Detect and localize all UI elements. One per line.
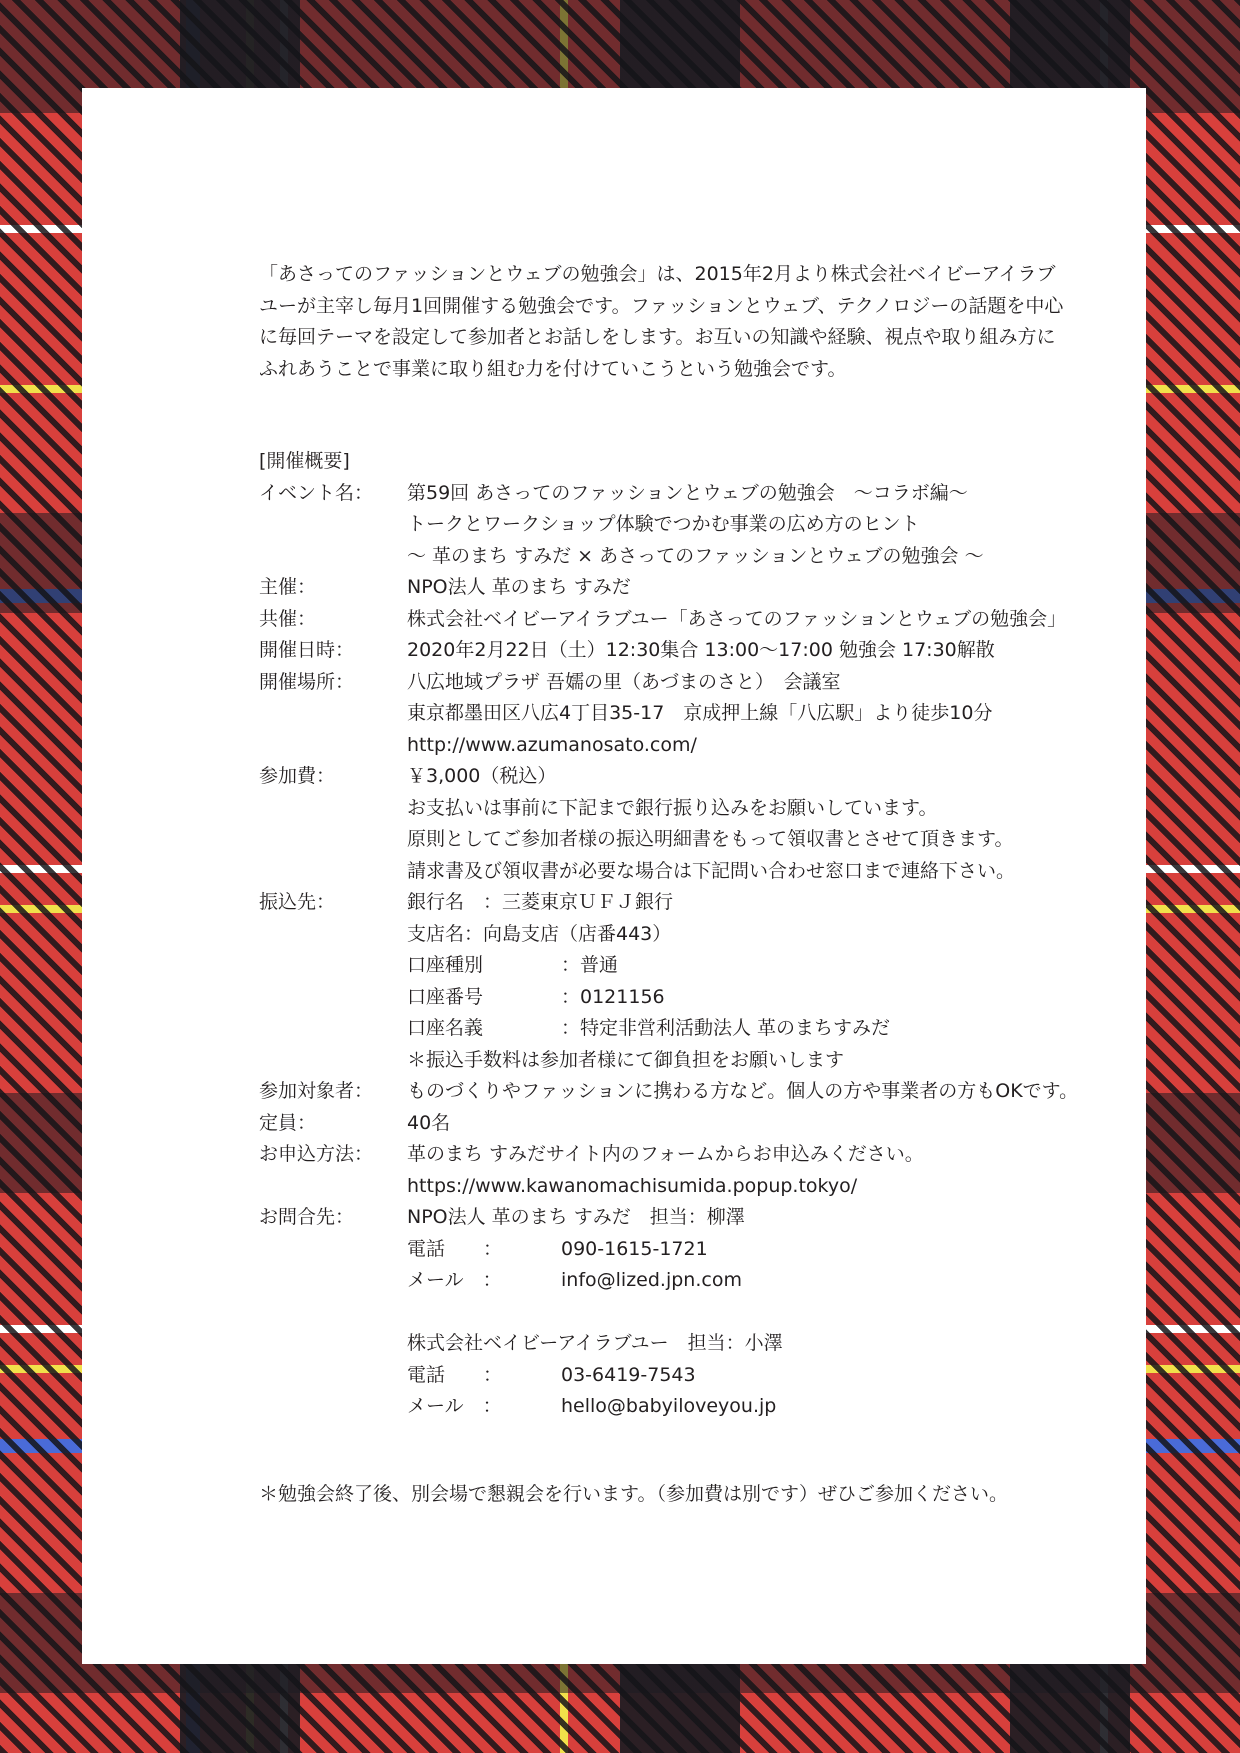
- row-capacity: [259, 1108, 1159, 1140]
- mail-key: メール ：: [407, 1269, 502, 1291]
- intro-line: 「あさってのファッションとウェブの勉強会」は、2015年2月より株式会社ベイビーアイラブ: [259, 263, 1056, 285]
- account-number: [407, 982, 1159, 1014]
- row-datetime: [259, 635, 1159, 667]
- contact-2-phone: [407, 1360, 1159, 1392]
- account-number-value: ：0121156: [561, 985, 665, 1008]
- venue-name: 八広地域プラザ 吾嬬の里（あづまのさと） 会議室: [407, 670, 841, 693]
- apply-url-link[interactable]: https://www.kawanomachisumida.popup.tokyo/: [407, 1174, 858, 1197]
- email-link[interactable]: info@lized.jpn.com: [561, 1269, 742, 1291]
- row-label: 定員：: [259, 1111, 317, 1134]
- contact-1-phone: [407, 1234, 1159, 1266]
- row-label: 開催日時：: [259, 639, 355, 661]
- spacer: [407, 1297, 1159, 1329]
- row-value: [407, 667, 1159, 762]
- row-organizer: [259, 572, 1159, 604]
- row-label: 主催：: [259, 576, 317, 598]
- intro-line: に毎回テーマを設定して参加者とお話しをします。お互いの知識や経験、視点や取り組み方に: [259, 326, 1056, 348]
- row-label: 参加対象者：: [259, 1080, 374, 1102]
- row-value: [407, 635, 1159, 667]
- account-name-value: ：特定非営利活動法人 革のまちすみだ: [561, 1017, 891, 1039]
- mail-key: メール ：: [407, 1395, 502, 1417]
- audience-value: ものづくりやファッションに携わる方など。個人の方や事業者の方もOKです。: [407, 1080, 1079, 1102]
- account-name-key: 口座名義: [407, 1017, 484, 1039]
- phone-number: 090-1615-1721: [561, 1237, 708, 1260]
- row-apply: [259, 1139, 1159, 1202]
- row-value: [407, 761, 1159, 887]
- row-value: [407, 604, 1159, 636]
- row-fee: [259, 761, 1159, 887]
- account-type: [407, 950, 1159, 982]
- fee-amount: ￥3,000（税込）: [407, 765, 557, 787]
- row-value: [407, 1108, 1159, 1140]
- fee-note: お支払いは事前に下記まで銀行振り込みをお願いしています。: [407, 796, 938, 819]
- contact-2-mail: [407, 1391, 1159, 1423]
- event-title: 第59回 あさってのファッションとウェブの勉強会 ～コラボ編～: [407, 481, 968, 504]
- event-collab: 〜 革のまち すみだ × あさってのファッションとウェブの勉強会 〜: [407, 544, 984, 567]
- venue-url-link[interactable]: http://www.azumanosato.com/: [407, 733, 697, 756]
- footnote: ＊勉強会終了後、別会場で懇親会を行います。（参加費は別です）ぜひご参加ください。: [259, 1483, 1008, 1505]
- account-type-value: ：普通: [561, 954, 619, 976]
- account-type-key: 口座種別: [407, 954, 484, 976]
- overview-list: [259, 478, 1159, 1423]
- organizer-value: NPO法人 革のまち すみだ: [407, 576, 631, 598]
- flyer-paper: [82, 88, 1146, 1664]
- apply-instructions: 革のまち すみだサイト内のフォームからお申込みください。: [407, 1143, 924, 1165]
- account-name: [407, 1013, 1159, 1045]
- row-value: [407, 887, 1159, 1076]
- datetime-value: 2020年2月22日（土）12:30集合 13:00〜17:00 勉強会 17:30解散: [407, 639, 995, 661]
- bank-name: 銀行名 ：三菱東京ＵＦＪ銀行: [407, 891, 674, 913]
- intro-paragraph: [259, 259, 1149, 385]
- fee-note: 原則としてご参加者様の振込明細書をもって領収書とさせて頂きます。: [407, 828, 1014, 850]
- row-label: 開催場所：: [259, 670, 355, 693]
- row-label: 振込先：: [259, 891, 336, 913]
- row-label: お申込方法：: [259, 1143, 374, 1165]
- intro-line: ユーが主宰し毎月1回開催する勉強会です。ファッションとウェブ、テクノロジーの話題を中心: [259, 294, 1064, 317]
- section-label: [開催概要]: [259, 450, 350, 472]
- transfer-fee-note: ＊振込手数料は参加者様にて御負担をお願いします: [407, 1048, 845, 1071]
- email-link[interactable]: hello@babyiloveyou.jp: [561, 1395, 777, 1417]
- row-event-name: [259, 478, 1159, 573]
- fee-note: 請求書及び領収書が必要な場合は下記問い合わせ窓口まで連絡下さい。: [407, 859, 1016, 882]
- capacity-value: 40名: [407, 1111, 451, 1134]
- contact-org-1: NPO法人 革のまち すみだ 担当：柳澤: [407, 1206, 745, 1228]
- row-contact: [259, 1202, 1159, 1423]
- contact-1-mail: [407, 1265, 1159, 1297]
- row-co-organizer: [259, 604, 1159, 636]
- row-value: [407, 1139, 1159, 1202]
- row-value: [407, 1076, 1159, 1108]
- row-label: 参加費：: [259, 765, 336, 787]
- venue-address: 東京都墨田区八広4丁目35-17 京成押上線「八広駅」より徒歩10分: [407, 702, 993, 724]
- branch-name: 支店名：向島支店（店番443）: [407, 922, 672, 945]
- contact-org-2: 株式会社ベイビーアイラブユー 担当：小澤: [407, 1332, 783, 1354]
- phone-number: 03-6419-7543: [561, 1363, 696, 1386]
- co-organizer-value: 株式会社ベイビーアイラブユー「あさってのファッションとウェブの勉強会」: [407, 607, 1067, 630]
- intro-line: ふれあうことで事業に取り組む力を付けていこうという勉強会です。: [259, 357, 847, 380]
- phone-key: 電話 ：: [407, 1363, 503, 1386]
- row-value: [407, 572, 1159, 604]
- account-number-key: 口座番号: [407, 985, 484, 1008]
- row-label: イベント名：: [259, 481, 374, 504]
- row-audience: [259, 1076, 1159, 1108]
- row-venue: [259, 667, 1159, 762]
- row-label: 共催：: [259, 607, 317, 630]
- event-subtitle: トークとワークショップ体験でつかむ事業の広め方のヒント: [407, 513, 920, 535]
- phone-key: 電話 ：: [407, 1237, 503, 1260]
- row-label: お問合先：: [259, 1206, 355, 1228]
- row-transfer: [259, 887, 1159, 1076]
- row-value: [407, 1202, 1159, 1423]
- row-value: [407, 478, 1159, 573]
